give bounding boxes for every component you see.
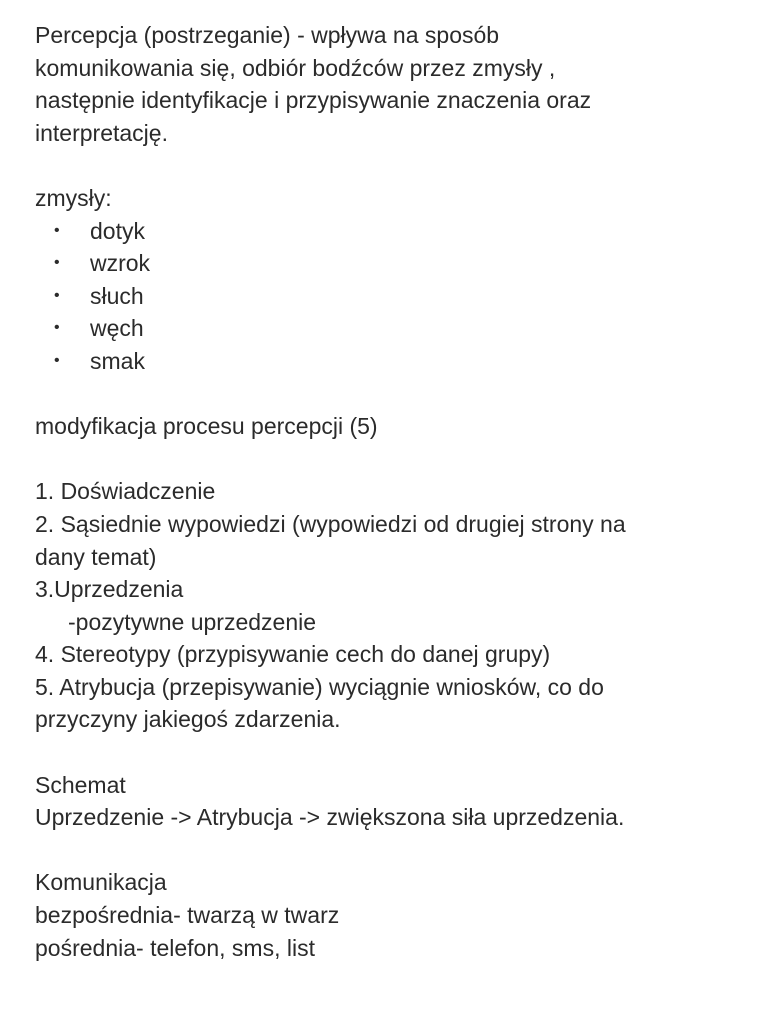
communication-line: pośrednia- telefon, sms, list [35, 934, 315, 961]
schema-line: Uprzedzenie -> Atrybucja -> zwiększona siła uprzedzenia. [35, 804, 625, 831]
bullet-icon: • [54, 319, 60, 337]
blank-line [35, 736, 745, 769]
intro-line: Percepcja (postrzeganie) - wpływa na sposób [35, 22, 500, 48]
list-item-label: wzrok [90, 250, 151, 277]
communication-section [35, 866, 745, 964]
numbered-line: dany temat) [35, 543, 157, 570]
modification-section [35, 410, 745, 736]
numbered-line: 3.Uprzedzenia [35, 576, 184, 603]
communication-heading: Komunikacja [35, 869, 167, 896]
list-item-label: węch [90, 315, 144, 342]
bullet-icon: • [54, 286, 60, 304]
intro-paragraph [35, 19, 745, 149]
senses-list [35, 215, 745, 378]
blank-line [35, 378, 745, 411]
list-item [35, 312, 745, 345]
note-body [35, 19, 745, 964]
list-item [35, 345, 745, 378]
numbered-line: 1. Doświadczenie [35, 478, 216, 505]
intro-line: następnie identyfikacje i przypisywanie znaczenia oraz [35, 87, 592, 114]
numbered-line: 5. Atrybucja (przepisywanie) wyciągnie wniosków, co do [35, 673, 604, 700]
numbered-line: 2. Sąsiednie wypowiedzi (wypowiedzi od drugiej strony na [35, 510, 626, 537]
schema-section [35, 769, 745, 834]
list-item-label: smak [90, 347, 145, 374]
communication-line: bezpośrednia- twarzą w twarz [35, 902, 340, 929]
list-item-label: dotyk [90, 217, 145, 244]
senses-section [35, 182, 745, 378]
blank-line [35, 443, 745, 476]
schema-heading: Schemat [35, 771, 126, 798]
intro-line: interpretację. [35, 119, 168, 146]
list-item-label: słuch [90, 282, 144, 309]
modification-heading: modyfikacja procesu percepcji (5) [35, 413, 378, 440]
senses-heading: zmysły: [35, 184, 112, 211]
blank-line [35, 834, 745, 867]
numbered-line: 4. Stereotypy (przypisywanie cech do danej grupy) [35, 641, 551, 668]
list-item [35, 247, 745, 280]
bullet-icon: • [54, 221, 60, 239]
sub-item-line: -pozytywne uprzedzenie [68, 608, 317, 635]
bullet-icon: • [54, 254, 60, 272]
list-item [35, 280, 745, 313]
blank-line [35, 149, 745, 182]
intro-line: komunikowania się, odbiór bodźców przez zmysły , [35, 54, 556, 81]
numbered-line: przyczyny jakiegoś zdarzenia. [35, 706, 341, 733]
list-item [35, 215, 745, 248]
bullet-icon: • [54, 351, 60, 369]
